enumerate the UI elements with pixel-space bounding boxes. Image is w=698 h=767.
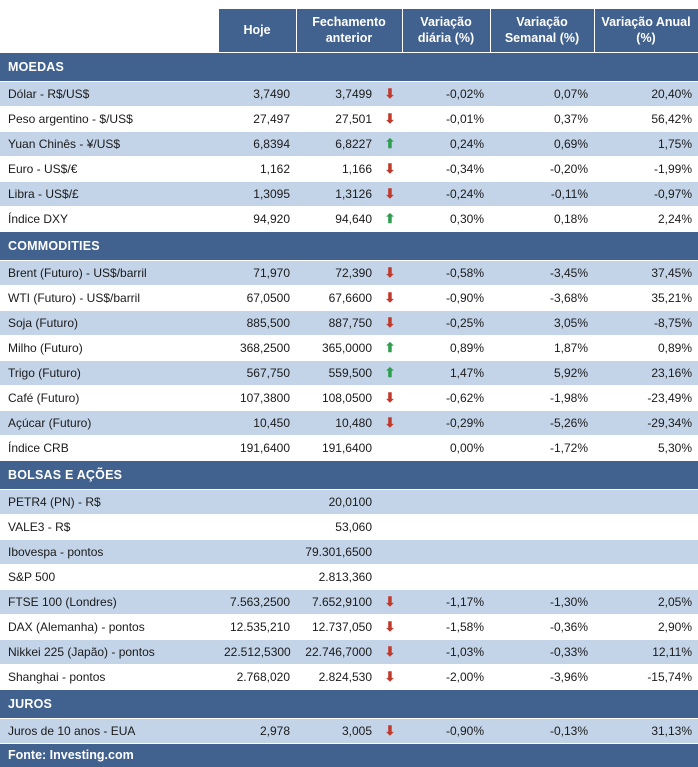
row-label: Euro - US$/€ xyxy=(0,157,218,182)
row-trend-arrow xyxy=(378,665,402,690)
row-hoje: 2,978 xyxy=(218,719,296,744)
row-variacao-anual xyxy=(594,515,698,540)
row-trend-arrow xyxy=(378,565,402,590)
row-variacao-diaria: -2,00% xyxy=(402,665,490,690)
row-anterior: 6,8227 xyxy=(296,132,378,157)
row-label: FTSE 100 (Londres) xyxy=(0,590,218,615)
row-hoje: 885,500 xyxy=(218,311,296,336)
row-variacao-diaria: -0,02% xyxy=(402,82,490,107)
row-trend-arrow xyxy=(378,540,402,565)
table-row xyxy=(0,361,698,386)
row-variacao-anual: 5,30% xyxy=(594,436,698,461)
row-hoje: 191,6400 xyxy=(218,436,296,461)
arrow-down-icon: ⬇ xyxy=(384,161,396,177)
top-spacer xyxy=(0,0,698,8)
row-variacao-anual: 23,16% xyxy=(594,361,698,386)
row-variacao-semanal: 1,87% xyxy=(490,336,594,361)
row-hoje: 1,3095 xyxy=(218,182,296,207)
arrow-down-icon: ⬇ xyxy=(384,669,396,685)
row-variacao-diaria: -0,24% xyxy=(402,182,490,207)
row-hoje xyxy=(218,490,296,515)
row-variacao-anual: -29,34% xyxy=(594,411,698,436)
row-trend-arrow xyxy=(378,719,402,744)
row-variacao-diaria: -1,17% xyxy=(402,590,490,615)
row-label: Libra - US$/£ xyxy=(0,182,218,207)
section-title: MOEDAS xyxy=(0,53,698,82)
row-anterior: 20,0100 xyxy=(296,490,378,515)
arrow-up-icon: ⬆ xyxy=(384,365,396,381)
row-variacao-semanal: -3,68% xyxy=(490,286,594,311)
row-anterior: 108,0500 xyxy=(296,386,378,411)
table-row xyxy=(0,311,698,336)
row-variacao-semanal: 0,69% xyxy=(490,132,594,157)
header-cell-fechamento-anterior: Fechamento anterior xyxy=(296,9,402,53)
arrow-up-icon: ⬆ xyxy=(384,340,396,356)
table-row xyxy=(0,665,698,690)
row-variacao-semanal: -1,30% xyxy=(490,590,594,615)
row-variacao-anual: 0,89% xyxy=(594,336,698,361)
row-hoje: 567,750 xyxy=(218,361,296,386)
row-trend-arrow xyxy=(378,286,402,311)
row-anterior: 559,500 xyxy=(296,361,378,386)
row-label: PETR4 (PN) - R$ xyxy=(0,490,218,515)
row-label: WTI (Futuro) - US$/barril xyxy=(0,286,218,311)
row-variacao-diaria: -0,25% xyxy=(402,311,490,336)
source-footer: Fonte: Investing.com xyxy=(0,744,698,767)
row-variacao-semanal: 0,37% xyxy=(490,107,594,132)
row-anterior: 27,501 xyxy=(296,107,378,132)
arrow-up-icon: ⬆ xyxy=(384,211,396,227)
row-variacao-semanal xyxy=(490,490,594,515)
arrow-down-icon: ⬇ xyxy=(384,86,396,102)
row-trend-arrow xyxy=(378,615,402,640)
row-variacao-semanal: -0,33% xyxy=(490,640,594,665)
row-label: Peso argentino - $/US$ xyxy=(0,107,218,132)
row-variacao-diaria: -1,03% xyxy=(402,640,490,665)
table-row xyxy=(0,615,698,640)
row-variacao-anual: 31,13% xyxy=(594,719,698,744)
row-anterior: 1,3126 xyxy=(296,182,378,207)
row-label: Trigo (Futuro) xyxy=(0,361,218,386)
row-label: Juros de 10 anos - EUA xyxy=(0,719,218,744)
row-variacao-anual: 12,11% xyxy=(594,640,698,665)
row-variacao-semanal: -3,96% xyxy=(490,665,594,690)
row-variacao-diaria xyxy=(402,565,490,590)
row-variacao-diaria: 0,24% xyxy=(402,132,490,157)
arrow-down-icon: ⬇ xyxy=(384,290,396,306)
row-variacao-anual: -15,74% xyxy=(594,665,698,690)
row-trend-arrow xyxy=(378,132,402,157)
row-trend-arrow xyxy=(378,311,402,336)
row-trend-arrow xyxy=(378,182,402,207)
row-variacao-semanal xyxy=(490,515,594,540)
row-trend-arrow xyxy=(378,361,402,386)
table-row xyxy=(0,157,698,182)
section-header-row xyxy=(0,53,698,82)
header-cell-variacao-diaria: Variação diária (%) xyxy=(402,9,490,53)
header-cell-hoje: Hoje xyxy=(218,9,296,53)
row-label: Índice DXY xyxy=(0,207,218,232)
row-anterior: 7.652,9100 xyxy=(296,590,378,615)
row-variacao-diaria: 0,00% xyxy=(402,436,490,461)
row-label: DAX (Alemanha) - pontos xyxy=(0,615,218,640)
row-hoje: 22.512,5300 xyxy=(218,640,296,665)
row-hoje: 94,920 xyxy=(218,207,296,232)
row-trend-arrow xyxy=(378,411,402,436)
row-hoje: 107,3800 xyxy=(218,386,296,411)
row-anterior: 3,7499 xyxy=(296,82,378,107)
table-row xyxy=(0,336,698,361)
table-row xyxy=(0,411,698,436)
arrow-down-icon: ⬇ xyxy=(384,390,396,406)
row-anterior: 1,166 xyxy=(296,157,378,182)
row-trend-arrow xyxy=(378,590,402,615)
row-variacao-anual: -8,75% xyxy=(594,311,698,336)
row-variacao-anual: 2,05% xyxy=(594,590,698,615)
table-row xyxy=(0,286,698,311)
header-cell-blank xyxy=(0,9,218,53)
section-title: JUROS xyxy=(0,690,698,719)
row-label: VALE3 - R$ xyxy=(0,515,218,540)
row-trend-arrow xyxy=(378,107,402,132)
row-variacao-semanal: -0,13% xyxy=(490,719,594,744)
table-row xyxy=(0,261,698,286)
arrow-down-icon: ⬇ xyxy=(384,315,396,331)
row-hoje: 27,497 xyxy=(218,107,296,132)
row-variacao-anual: 2,90% xyxy=(594,615,698,640)
table-row xyxy=(0,565,698,590)
table-row xyxy=(0,719,698,744)
row-trend-arrow xyxy=(378,386,402,411)
row-variacao-anual: 37,45% xyxy=(594,261,698,286)
row-anterior: 72,390 xyxy=(296,261,378,286)
row-label: Açúcar (Futuro) xyxy=(0,411,218,436)
table-header xyxy=(0,9,698,53)
row-anterior: 94,640 xyxy=(296,207,378,232)
row-hoje: 6,8394 xyxy=(218,132,296,157)
table-row xyxy=(0,207,698,232)
row-anterior: 2.813,360 xyxy=(296,565,378,590)
row-variacao-diaria: 0,89% xyxy=(402,336,490,361)
row-trend-arrow xyxy=(378,157,402,182)
row-variacao-diaria: -0,62% xyxy=(402,386,490,411)
table-row xyxy=(0,107,698,132)
row-hoje: 3,7490 xyxy=(218,82,296,107)
row-label: Milho (Futuro) xyxy=(0,336,218,361)
row-variacao-semanal: -5,26% xyxy=(490,411,594,436)
row-variacao-semanal: -1,72% xyxy=(490,436,594,461)
section-header-row xyxy=(0,461,698,490)
row-variacao-anual xyxy=(594,540,698,565)
section-header-row xyxy=(0,232,698,261)
table-row xyxy=(0,436,698,461)
row-trend-arrow xyxy=(378,490,402,515)
row-variacao-semanal: -3,45% xyxy=(490,261,594,286)
row-variacao-semanal: 0,07% xyxy=(490,82,594,107)
row-variacao-diaria xyxy=(402,540,490,565)
header-cell-variacao-semanal: Variação Semanal (%) xyxy=(490,9,594,53)
row-variacao-anual: 1,75% xyxy=(594,132,698,157)
row-variacao-anual: 2,24% xyxy=(594,207,698,232)
row-hoje xyxy=(218,565,296,590)
row-hoje: 67,0500 xyxy=(218,286,296,311)
row-hoje: 71,970 xyxy=(218,261,296,286)
arrow-down-icon: ⬇ xyxy=(384,619,396,635)
table-row xyxy=(0,590,698,615)
row-hoje: 12.535,210 xyxy=(218,615,296,640)
row-variacao-anual: -1,99% xyxy=(594,157,698,182)
row-trend-arrow xyxy=(378,261,402,286)
row-trend-arrow xyxy=(378,336,402,361)
row-label: Soja (Futuro) xyxy=(0,311,218,336)
row-variacao-semanal: 0,18% xyxy=(490,207,594,232)
table-body xyxy=(0,53,698,744)
row-anterior: 2.824,530 xyxy=(296,665,378,690)
row-variacao-semanal: 3,05% xyxy=(490,311,594,336)
row-hoje: 7.563,2500 xyxy=(218,590,296,615)
row-trend-arrow xyxy=(378,207,402,232)
row-label: S&P 500 xyxy=(0,565,218,590)
arrow-down-icon: ⬇ xyxy=(384,723,396,739)
row-hoje: 368,2500 xyxy=(218,336,296,361)
table-row xyxy=(0,540,698,565)
arrow-down-icon: ⬇ xyxy=(384,111,396,127)
row-variacao-semanal xyxy=(490,565,594,590)
section-title: BOLSAS E AÇÕES xyxy=(0,461,698,490)
row-label: Ibovespa - pontos xyxy=(0,540,218,565)
row-variacao-semanal: -0,20% xyxy=(490,157,594,182)
row-variacao-diaria: -0,29% xyxy=(402,411,490,436)
row-anterior: 887,750 xyxy=(296,311,378,336)
row-variacao-diaria: -0,58% xyxy=(402,261,490,286)
row-variacao-anual: 20,40% xyxy=(594,82,698,107)
table-row xyxy=(0,182,698,207)
row-anterior: 365,0000 xyxy=(296,336,378,361)
row-variacao-semanal: -0,36% xyxy=(490,615,594,640)
row-variacao-anual: 56,42% xyxy=(594,107,698,132)
section-header-row xyxy=(0,690,698,719)
arrow-down-icon: ⬇ xyxy=(384,415,396,431)
row-variacao-diaria xyxy=(402,515,490,540)
row-label: Índice CRB xyxy=(0,436,218,461)
row-variacao-diaria: 1,47% xyxy=(402,361,490,386)
row-label: Shanghai - pontos xyxy=(0,665,218,690)
section-title: COMMODITIES xyxy=(0,232,698,261)
row-variacao-diaria xyxy=(402,490,490,515)
row-label: Yuan Chinês - ¥/US$ xyxy=(0,132,218,157)
row-hoje xyxy=(218,515,296,540)
financial-indicators-table xyxy=(0,8,698,744)
row-variacao-diaria: -0,90% xyxy=(402,286,490,311)
table-row xyxy=(0,132,698,157)
arrow-down-icon: ⬇ xyxy=(384,594,396,610)
header-cell-variacao-anual: Variação Anual (%) xyxy=(594,9,698,53)
row-trend-arrow xyxy=(378,436,402,461)
row-variacao-diaria: -1,58% xyxy=(402,615,490,640)
row-hoje xyxy=(218,540,296,565)
row-variacao-diaria: -0,90% xyxy=(402,719,490,744)
row-anterior: 22.746,7000 xyxy=(296,640,378,665)
row-anterior: 79.301,6500 xyxy=(296,540,378,565)
row-variacao-diaria: -0,01% xyxy=(402,107,490,132)
row-variacao-anual xyxy=(594,490,698,515)
row-variacao-semanal: 5,92% xyxy=(490,361,594,386)
row-anterior: 12.737,050 xyxy=(296,615,378,640)
table-row xyxy=(0,82,698,107)
table-header-row xyxy=(0,9,698,53)
row-label: Dólar - R$/US$ xyxy=(0,82,218,107)
row-variacao-anual: -0,97% xyxy=(594,182,698,207)
row-anterior: 10,480 xyxy=(296,411,378,436)
row-variacao-anual: -23,49% xyxy=(594,386,698,411)
row-anterior: 3,005 xyxy=(296,719,378,744)
row-variacao-anual: 35,21% xyxy=(594,286,698,311)
row-variacao-diaria: 0,30% xyxy=(402,207,490,232)
row-trend-arrow xyxy=(378,640,402,665)
row-label: Café (Futuro) xyxy=(0,386,218,411)
row-variacao-anual xyxy=(594,565,698,590)
arrow-down-icon: ⬇ xyxy=(384,265,396,281)
table-row xyxy=(0,490,698,515)
row-hoje: 1,162 xyxy=(218,157,296,182)
row-variacao-semanal: -1,98% xyxy=(490,386,594,411)
table-row xyxy=(0,515,698,540)
row-label: Brent (Futuro) - US$/barril xyxy=(0,261,218,286)
row-variacao-diaria: -0,34% xyxy=(402,157,490,182)
arrow-up-icon: ⬆ xyxy=(384,136,396,152)
row-variacao-semanal: -0,11% xyxy=(490,182,594,207)
row-anterior: 53,060 xyxy=(296,515,378,540)
row-hoje: 2.768,020 xyxy=(218,665,296,690)
row-variacao-semanal xyxy=(490,540,594,565)
row-hoje: 10,450 xyxy=(218,411,296,436)
row-anterior: 67,6600 xyxy=(296,286,378,311)
table-row xyxy=(0,640,698,665)
table-row xyxy=(0,386,698,411)
row-anterior: 191,6400 xyxy=(296,436,378,461)
arrow-down-icon: ⬇ xyxy=(384,186,396,202)
row-trend-arrow xyxy=(378,515,402,540)
row-trend-arrow xyxy=(378,82,402,107)
arrow-down-icon: ⬇ xyxy=(384,644,396,660)
row-label: Nikkei 225 (Japão) - pontos xyxy=(0,640,218,665)
